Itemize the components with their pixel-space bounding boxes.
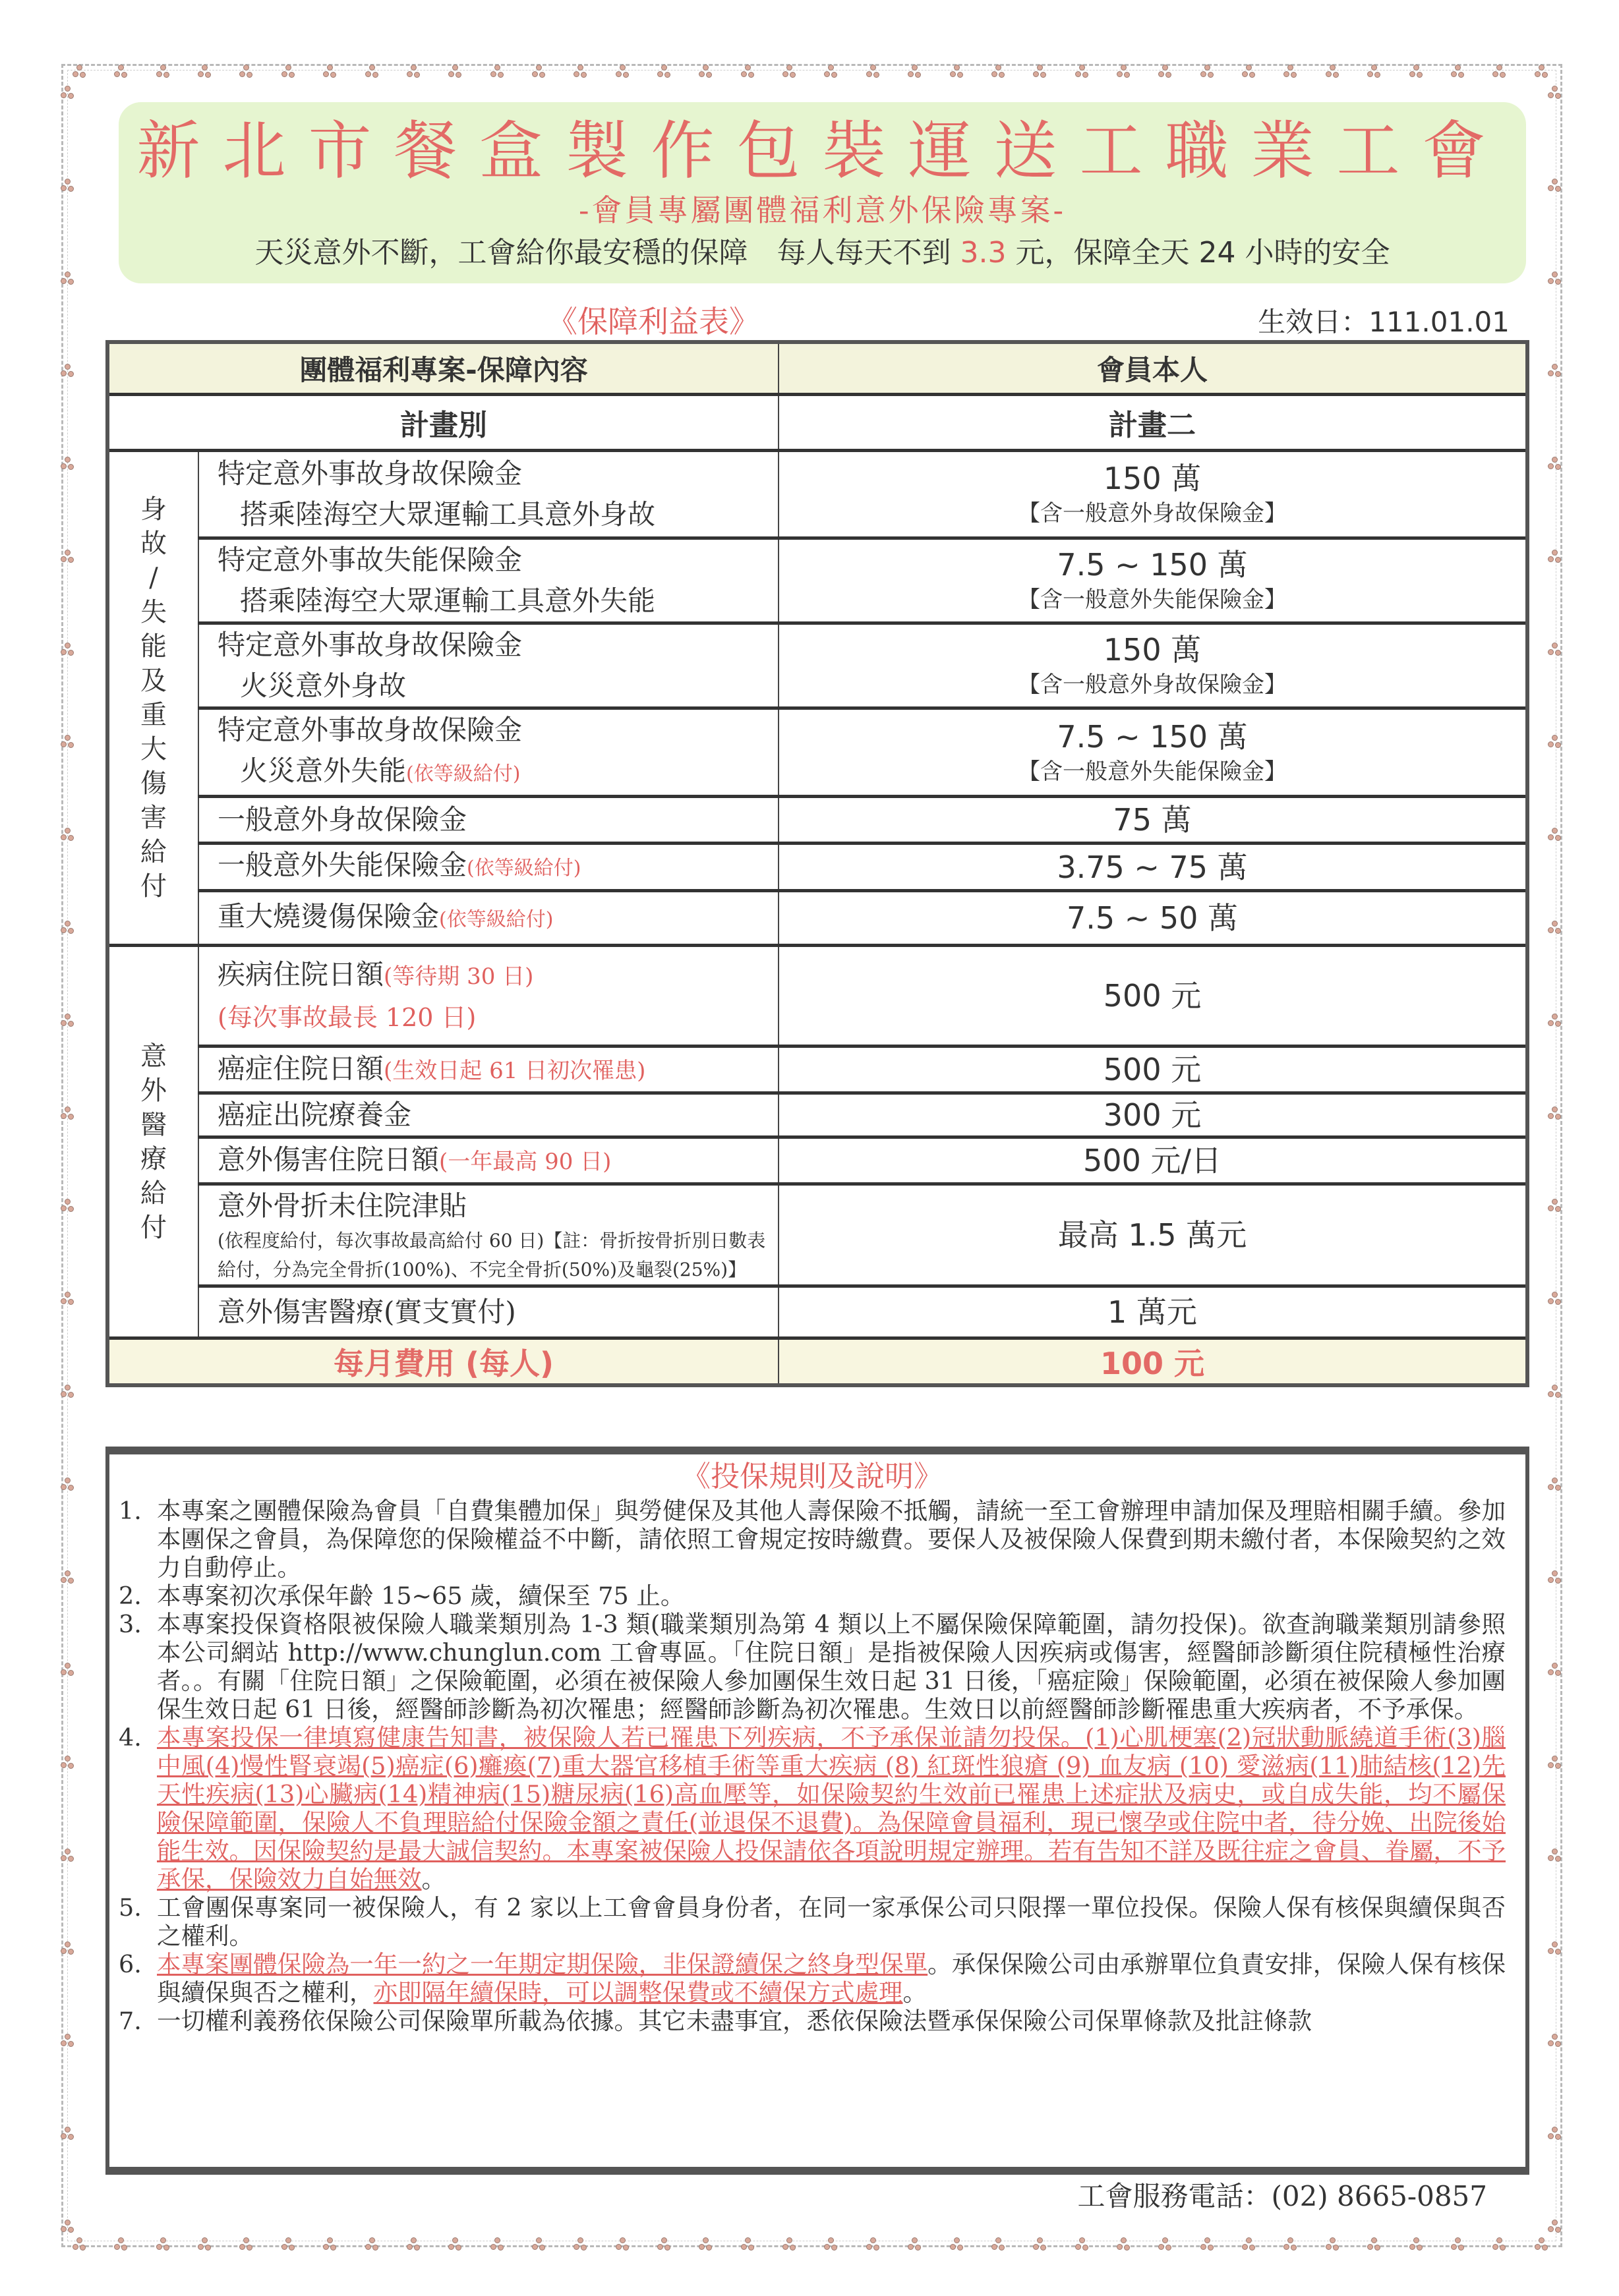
table-row (107, 1137, 1527, 1184)
border-dot-icon (741, 2237, 755, 2252)
border-dot-icon (1283, 2237, 1298, 2252)
border-dot-icon (1200, 2237, 1215, 2252)
border-dot-icon (1548, 1199, 1562, 1213)
border-dot-icon (1548, 179, 1562, 193)
border-dot-icon (741, 65, 755, 79)
border-dot-icon (1548, 1106, 1562, 1121)
rule-number: 5. (119, 1893, 142, 1922)
border-dot-icon (1367, 65, 1382, 79)
benefit-value-amount: 7.5 ~ 150 萬 (1057, 718, 1248, 755)
col-header-coverage: 團體福利專案-保障內容 (107, 342, 779, 395)
border-dot-icon (61, 179, 75, 193)
table-row (107, 623, 1527, 708)
benefit-item (198, 1047, 779, 1093)
border-dot-icon (574, 65, 588, 79)
border-dot-icon (1409, 2237, 1424, 2252)
border-dot-icon (73, 2237, 87, 2252)
benefit-item-detail: (依程度給付，每次事故最高給付 60 日)【註：骨折按骨折別日數表給付，分為完全骨折(100%)、不完全骨折(50%)及龜裂(25%)】 (218, 1230, 766, 1280)
border-dot-icon (61, 1106, 75, 1121)
benefit-value (779, 797, 1527, 844)
benefit-item-sub (218, 751, 778, 795)
benefit-value-amount: 7.5 ~ 150 萬 (1057, 547, 1248, 583)
border-dots-top (73, 65, 1549, 80)
border-dot-icon (156, 2237, 171, 2252)
border-dot-icon (1548, 272, 1562, 286)
benefit-item-sub (218, 494, 778, 535)
rule-text: 一切權利義務依保險公司保險單所載為依據。其它未盡事宜，悉依保險法暨承保保險公司保單條款及批註條款 (157, 2007, 1312, 2035)
benefit-item (198, 1184, 779, 1286)
border-dot-icon (616, 65, 630, 79)
benefit-value-amount: 300 元 (1103, 1097, 1202, 1133)
border-dot-icon (61, 550, 75, 564)
border-dot-icon (61, 828, 75, 842)
border-dot-icon (657, 65, 672, 79)
rule-item (119, 1610, 1506, 1723)
benefit-value-amount: 最高 1.5 萬元 (1057, 1217, 1247, 1253)
border-dot-icon (198, 65, 212, 79)
border-dot-icon (61, 1941, 75, 1956)
table-header-row (107, 342, 1527, 395)
benefit-value-note: 【含一般意外失能保險金】 (1018, 758, 1287, 785)
tagline-part2: 元，保障全天 24 小時的安全 (1006, 236, 1390, 270)
border-dot-icon (1326, 65, 1340, 79)
benefit-item-name: 癌症住院日額 (218, 1052, 384, 1085)
border-dot-icon (1548, 921, 1562, 935)
border-dot-icon (1451, 2237, 1465, 2252)
benefit-value-amount: 7.5 ~ 50 萬 (1066, 900, 1239, 936)
rule-item (119, 1497, 1506, 1582)
border-dot-icon (61, 1199, 75, 1213)
benefit-value-note: 【含一般意外身故保險金】 (1018, 672, 1287, 698)
border-dot-icon (1409, 65, 1424, 79)
border-dot-icon (281, 65, 296, 79)
benefit-value-amount: 500 元/日 (1083, 1143, 1222, 1178)
benefit-item-name: 一般意外身故保險金 (218, 803, 467, 836)
border-dots-left (61, 86, 76, 2234)
benefit-item-name: 特定意外事故身故保險金 (218, 629, 523, 661)
table-row (107, 1047, 1527, 1093)
plan-subtitle: -會員專屬團體福利意外保險專案- (578, 192, 1067, 228)
border-dot-icon (908, 2237, 922, 2252)
border-dot-icon (1548, 1663, 1562, 1677)
border-dot-icon (782, 65, 797, 79)
benefit-item-sub-text: 搭乘陸海空大眾運輸工具意外身故 (240, 498, 656, 531)
benefit-item-name: 疾病住院日額 (218, 958, 384, 990)
border-dot-icon (61, 2220, 75, 2234)
border-dot-icon (1548, 86, 1562, 100)
benefit-item-name: 一般意外失能保險金 (218, 849, 467, 881)
benefit-item-note-line2: (每次事故最長 120 日) (218, 1002, 477, 1032)
tagline (119, 229, 1526, 271)
tagline-part1: 天災意外不斷，工會給你最安穩的保障 每人每天不到 (254, 236, 960, 270)
benefit-item-note: (一年最高 90 日) (439, 1148, 612, 1175)
border-dot-icon (1075, 65, 1090, 79)
monthly-fee-label: 每月費用 (每人) (107, 1338, 779, 1386)
col-header-member: 會員本人 (779, 342, 1527, 395)
rule-item (119, 1893, 1506, 1950)
table-row (107, 946, 1527, 1047)
border-dot-icon (1033, 2237, 1047, 2252)
border-dot-icon (532, 2237, 546, 2252)
border-dot-icon (1548, 828, 1562, 842)
benefit-value-amount: 500 元 (1103, 1052, 1202, 1087)
table-row (107, 891, 1527, 946)
benefit-item (198, 891, 779, 946)
border-dot-icon (61, 1570, 75, 1585)
border-dot-icon (1548, 735, 1562, 749)
border-dot-icon (448, 2237, 463, 2252)
monthly-fee-value: 100 元 (779, 1338, 1527, 1386)
border-dot-icon (1033, 65, 1047, 79)
service-phone: 工會服務電話：(02) 8665-0857 (1077, 2180, 1487, 2212)
border-dot-icon (61, 735, 75, 749)
benefit-item-name: 意外傷害醫療(實支實付) (218, 1296, 516, 1328)
border-dot-icon (1200, 65, 1215, 79)
benefit-item (198, 623, 779, 708)
rule-item (119, 1723, 1506, 1893)
rule-text-emphasis: 亦即隔年續保時，可以調整保費或不續保方式處理 (373, 1978, 903, 2007)
benefit-value-amount: 1 萬元 (1107, 1294, 1197, 1330)
border-dot-icon (407, 2237, 421, 2252)
rule-item (119, 2007, 1506, 2035)
rule-number: 7. (119, 2007, 142, 2035)
table-row (107, 708, 1527, 797)
benefit-value-amount: 3.75 ~ 75 萬 (1057, 849, 1248, 885)
benefit-item-name: 特定意外事故身故保險金 (218, 457, 523, 490)
rule-text: 本專案之團體保險為會員「自費集體加保」與勞健保及其他人壽保險不抵觸，請統一至工會辦理申請加保及理賠相關手續。參加本團保之會員，為保障您的保險權益不中斷，請依照工會規定按時繳費。要保人及被保險人保費到期未繳付者，本保險契約之效力自動停止。 (157, 1497, 1506, 1582)
table-title-row (105, 298, 1529, 337)
border-dot-icon (490, 2237, 505, 2252)
border-dot-icon (991, 2237, 1006, 2252)
rule-number: 4. (119, 1723, 142, 1752)
rule-item (119, 1950, 1506, 2007)
border-dot-icon (61, 272, 75, 286)
border-dot-icon (61, 1756, 75, 1770)
border-dot-icon (61, 2127, 75, 2141)
rule-text-end: 。 (421, 1865, 446, 1893)
border-dot-icon (824, 2237, 839, 2252)
benefit-item (198, 946, 779, 1047)
benefit-item-name: 重大燒燙傷保險金 (218, 900, 440, 933)
plan-label: 計畫別 (107, 395, 779, 451)
border-dot-icon (198, 2237, 212, 2252)
border-dot-icon (699, 2237, 713, 2252)
border-dot-icon (1548, 1014, 1562, 1028)
benefit-value-amount: 150 萬 (1103, 632, 1202, 668)
benefit-table-title: 《保障利益表》 (547, 304, 759, 339)
benefit-item (198, 844, 779, 891)
rule-text: 工會團保專案同一被保險人，有 2 家以上工會會員身份者，在同一家承保公司只限擇一單位投保。保險人保有核保與續保與否之權利。 (157, 1893, 1506, 1950)
border-dot-icon (1451, 65, 1465, 79)
benefit-value-note: 【含一般意外失能保險金】 (1018, 587, 1287, 613)
rule-text: 。承保保險公司由承辦單位負責安排，保險人保有核保與續保與否之權利， (157, 1950, 1506, 2007)
border-dot-icon (61, 1663, 75, 1677)
benefit-item (198, 538, 779, 623)
tagline-price: 3.3 (960, 236, 1007, 270)
border-dot-icon (323, 65, 338, 79)
border-dot-icon (1548, 643, 1562, 657)
border-dot-icon (61, 457, 75, 471)
border-dot-icon (991, 65, 1006, 79)
border-dot-icon (61, 1014, 75, 1028)
rule-item (119, 1582, 1506, 1610)
benefit-value-amount: 500 元 (1103, 978, 1202, 1014)
border-dot-icon (281, 2237, 296, 2252)
border-dot-icon (657, 2237, 672, 2252)
section-label (107, 946, 198, 1338)
benefit-value (779, 1093, 1527, 1137)
section-label-text: 意外醫療給付 (140, 1041, 167, 1243)
border-dot-icon (616, 2237, 630, 2252)
benefit-item-sub (218, 666, 778, 706)
border-dot-icon (866, 2237, 881, 2252)
border-dot-icon (1326, 2237, 1340, 2252)
border-dot-icon (782, 2237, 797, 2252)
border-dot-icon (1548, 2220, 1562, 2234)
rules-title: 《投保規則及說明》 (682, 1460, 943, 1493)
border-dot-icon (1492, 65, 1507, 79)
border-dot-icon (448, 65, 463, 79)
benefit-value (779, 708, 1527, 797)
border-dot-icon (61, 1478, 75, 1492)
benefit-value (779, 946, 1527, 1047)
border-dot-icon (61, 1849, 75, 1863)
benefit-item (198, 708, 779, 797)
benefit-value (779, 1137, 1527, 1184)
benefit-item-note: (依等級給付) (406, 762, 521, 786)
plan-row (107, 395, 1527, 451)
section-label (107, 451, 198, 946)
rule-number: 3. (119, 1610, 142, 1638)
border-dot-icon (1548, 1756, 1562, 1770)
benefit-item-sub (218, 581, 778, 621)
table-row (107, 1093, 1527, 1137)
border-dot-icon (1367, 2237, 1382, 2252)
rule-text: 本專案初次承保年齡 15~65 歲，續保至 75 止。 (157, 1582, 685, 1610)
border-dot-icon (1075, 2237, 1090, 2252)
benefit-table (105, 340, 1529, 1387)
table-row (107, 1286, 1527, 1338)
table-row (107, 538, 1527, 623)
benefit-item-note: (生效日起 61 日初次罹患) (384, 1057, 646, 1084)
border-dot-icon (1117, 2237, 1131, 2252)
border-dot-icon (1548, 2034, 1562, 2048)
benefit-value (779, 623, 1527, 708)
benefit-item-note: (依等級給付) (439, 907, 554, 931)
border-dot-icon (1548, 1849, 1562, 1863)
rules-list (119, 1497, 1506, 2035)
border-dot-icon (61, 921, 75, 935)
benefit-value (779, 1047, 1527, 1093)
border-dot-icon (574, 2237, 588, 2252)
border-dot-icon (365, 2237, 380, 2252)
border-dot-icon (1548, 457, 1562, 471)
rule-number: 1. (119, 1497, 142, 1525)
border-dot-icon (1242, 2237, 1256, 2252)
border-dot-icon (239, 2237, 254, 2252)
border-dot-icon (407, 65, 421, 79)
border-dot-icon (114, 65, 129, 79)
benefit-item-name: 特定意外事故身故保險金 (218, 714, 523, 746)
benefit-item-name: 意外傷害住院日額 (218, 1143, 440, 1176)
rule-number: 2. (119, 1582, 142, 1610)
rules-box (105, 1447, 1529, 2175)
border-dot-icon (1158, 2237, 1173, 2252)
table-row (107, 1184, 1527, 1286)
border-dot-icon (490, 65, 505, 79)
border-dot-icon (1548, 1292, 1562, 1306)
benefit-value (779, 451, 1527, 538)
border-dot-icon (908, 65, 922, 79)
effective-date: 生效日：111.01.01 (1258, 306, 1510, 338)
section-label-text: 身故/失能及重大傷害給付 (140, 494, 167, 902)
border-dot-icon (1548, 1570, 1562, 1585)
border-dots-bottom (73, 2237, 1549, 2253)
border-dot-icon (1548, 1478, 1562, 1492)
border-dot-icon (1117, 65, 1131, 79)
rule-text-emphasis: 本專案團體保險為一年一約之一年期定期保險，非保證續保之終身型保單 (157, 1950, 928, 1978)
border-dot-icon (1548, 1385, 1562, 1399)
benefit-item-note: (依等級給付) (467, 857, 581, 880)
border-dot-icon (950, 65, 964, 79)
border-dot-icon (323, 2237, 338, 2252)
border-dot-icon (1283, 65, 1298, 79)
border-dot-icon (61, 1292, 75, 1306)
rule-number: 6. (119, 1950, 142, 1978)
border-dot-icon (1535, 2237, 1549, 2252)
benefit-value (779, 1286, 1527, 1338)
benefit-value (779, 538, 1527, 623)
benefit-value-amount: 150 萬 (1103, 461, 1202, 496)
benefit-item-sub-text: 火災意外失能 (240, 755, 407, 787)
border-dot-icon (1158, 65, 1173, 79)
border-dot-icon (1548, 2127, 1562, 2141)
border-dot-icon (114, 2237, 129, 2252)
border-dot-icon (61, 86, 75, 100)
border-dot-icon (61, 1385, 75, 1399)
benefit-item-name: 癌症出院療養金 (218, 1099, 412, 1131)
border-dot-icon (699, 65, 713, 79)
border-dot-icon (532, 65, 546, 79)
rule-text-emphasis: 本專案投保一律填寫健康告知書，被保險人若已罹患下列疾病，不予承保並請勿投保。(1)心肌梗塞(2)冠狀動脈繞道手術(3)腦中風(4)慢性腎衰竭(5)癌症(6)癱瘓(7)重大器官移植手術等重大疾病 (8) 紅斑性狼瘡 (9) 血友病 (10) 愛滋病(11)肺結核(12)先天性疾病(13)心臟病(14)精神病(15)糖尿病(16)高血壓等，如保險契約生效前已罹患上述症狀及病史，或自成失能，均不屬保險保障範圍，保險人不負理賠給付保險金額之責任(並退保不退費)。為保障會員福利，現已懷孕或住院中者，待分娩、出院後始能生效。因保險契約是最大誠信契約。本專案被保險人投保請依各項說明規定辦理。若有告知不詳及既往症之會員、眷屬，不予承保，保險效力自始無效 (157, 1723, 1506, 1893)
border-dot-icon (61, 2034, 75, 2048)
border-dot-icon (950, 2237, 964, 2252)
benefit-value (779, 891, 1527, 946)
benefit-item (198, 797, 779, 844)
benefit-item-sub-text: 搭乘陸海空大眾運輸工具意外失能 (240, 585, 656, 617)
rule-text-end: 。 (902, 1978, 927, 2007)
border-dot-icon (239, 65, 254, 79)
border-dot-icon (61, 364, 75, 378)
border-dot-icon (365, 65, 380, 79)
union-title: 新北市餐盒製作包裝運送工職業工會 (136, 114, 1508, 188)
border-dot-icon (61, 643, 75, 657)
border-dot-icon (156, 65, 171, 79)
benefit-item-name: 意外骨折未住院津貼 (218, 1190, 467, 1222)
monthly-fee-row (107, 1338, 1527, 1386)
benefit-item-sub-text: 火災意外身故 (240, 670, 407, 702)
border-dot-icon (866, 65, 881, 79)
benefit-item-note: (等待期 30 日) (384, 963, 534, 990)
border-dot-icon (73, 65, 87, 79)
border-dot-icon (1242, 65, 1256, 79)
rule-text: 本專案投保資格限被保險人職業類別為 1-3 類(職業類別為第 4 類以上不屬保險保障範圍，請勿投保)。欲查詢職業類別請參照本公司網站 http://www.chunglun.com 工會專區。「住院日額」是指被保險人因疾病或傷害，經醫師診斷須住院積極性治療者。。有關「住院日額」之保險範圍，必須在被保險人參加團保生效日起 31 日後，「癌症險」保險範圍，必須在被保險人參加團保生效日起 61 日後，經醫師診斷為初次罹患；經醫師診斷為初次罹患。生效日以前經醫師診斷罹患重大疾病者，不予承保。 (157, 1610, 1506, 1723)
benefit-item (198, 1286, 779, 1338)
benefit-item-name: 特定意外事故失能保險金 (218, 544, 523, 576)
border-dots-right (1548, 86, 1564, 2234)
plan-value: 計畫二 (779, 395, 1527, 451)
benefit-item (198, 1137, 779, 1184)
benefit-value (779, 1184, 1527, 1286)
table-row (107, 451, 1527, 538)
border-dot-icon (1548, 550, 1562, 564)
table-row (107, 797, 1527, 844)
benefit-item (198, 451, 779, 538)
border-dot-icon (1548, 1941, 1562, 1956)
table-row (107, 844, 1527, 891)
border-dot-icon (824, 65, 839, 79)
benefit-value (779, 844, 1527, 891)
border-dot-icon (1492, 2237, 1507, 2252)
border-dot-icon (1535, 65, 1549, 79)
benefit-item (198, 1093, 779, 1137)
benefit-value-amount: 75 萬 (1113, 802, 1192, 838)
header-banner (119, 102, 1526, 283)
border-dot-icon (1548, 364, 1562, 378)
benefit-value-note: 【含一般意外身故保險金】 (1018, 500, 1287, 527)
